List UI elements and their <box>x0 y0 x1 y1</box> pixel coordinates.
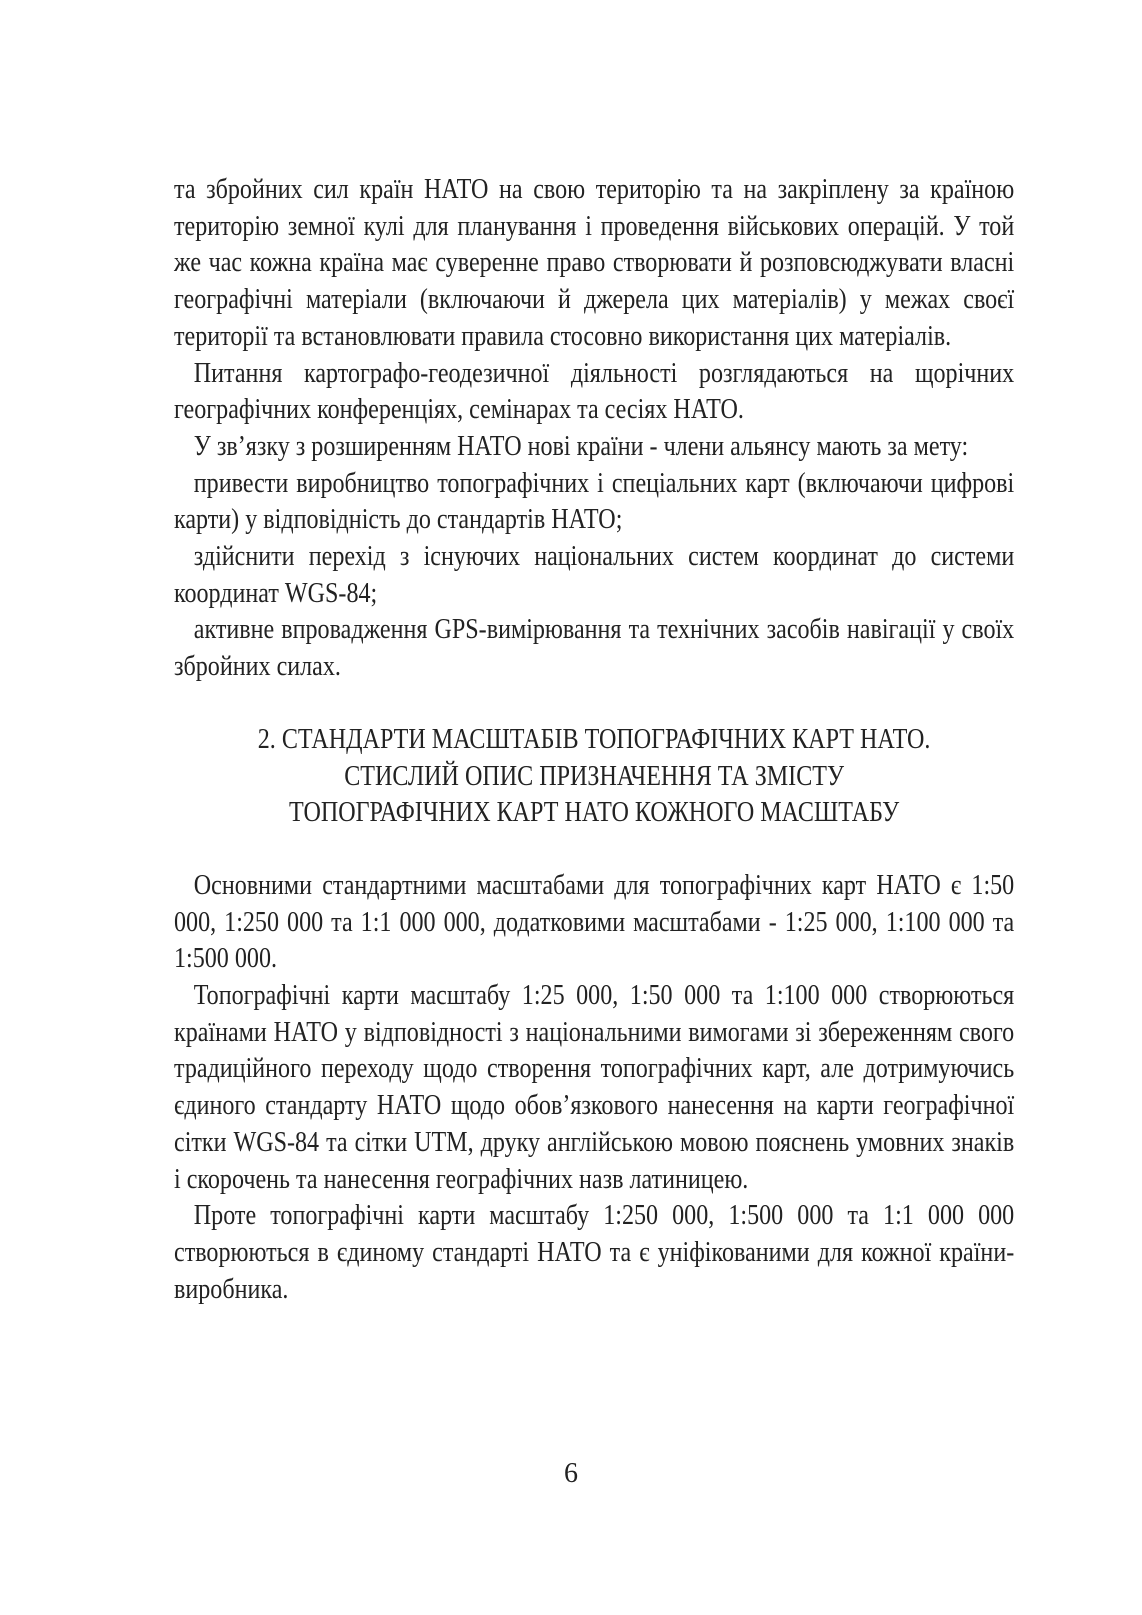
heading-line: ТОПОГРАФІЧНИХ КАРТ НАТО КОЖНОГО МАСШТАБУ <box>289 797 900 829</box>
heading-line: СТИСЛИЙ ОПИС ПРИЗНАЧЕННЯ ТА ЗМІСТУ <box>344 760 845 792</box>
paragraph: Питання картографо-геодезичної діяльності розглядаються на щорічних географічних конференціях, семінарах та сесіях НАТО. <box>174 357 1015 426</box>
list-item: активне впровадження GPS-вимірювання та технічних засобів навігації у своїх збройних силах. <box>174 614 1015 683</box>
paragraph: Проте топографічні карти масштабу 1:250 000, 1:500 000 та 1:1 000 000 створюються в єдиному стандарті НАТО та є уніфікованими для кожної країни-виробника. <box>174 1200 1015 1305</box>
document-page <box>174 172 1014 1308</box>
paragraph: та збройних сил країн НАТО на свою територію та на закріплену за країною територію земної кулі для планування і проведення військових операцій. У той же час кожна країна має суверенне право створювати й розповсюджувати власні географічні матеріали (включаючи й джерела цих матеріалів) у межах своєї території та встановлювати правила стосовно використання цих матеріалів. <box>174 174 1015 352</box>
paragraph: Основними стандартними масштабами для топографічних карт НАТО є 1:50 000, 1:250 000 та 1:1 000 000, додатковими масштабами - 1:25 000, 1:100 000 та 1:500 000. <box>174 869 1015 975</box>
paragraph: Топографічні карти масштабу 1:25 000, 1:50 000 та 1:100 000 створюються країнами НАТО у відповідності з національними вимогами зі збереженням свого традиційного переходу щодо створення топографічних карт, але дотримуючись єдиного стандарту НАТО щодо обов’язкового нанесення на карти географічної сітки WGS-84 та сітки UTM, друку англійською мовою пояснень умовних знаків і скорочень та нанесення географічних назв латиницею. <box>174 980 1015 1195</box>
paragraph: У зв’язку з розширенням НАТО нові країни - члени альянсу мають за мету: <box>193 430 969 462</box>
heading-line: 2. СТАНДАРТИ МАСШТАБІВ ТОПОГРАФІЧНИХ КАРТ НАТО. <box>257 723 931 755</box>
section-heading <box>174 722 1014 832</box>
page-number: 6 <box>564 1458 578 1489</box>
list-item: здійснити перехід з існуючих національних систем координат до системи координат WGS-84; <box>174 541 1015 609</box>
list-item: привести виробництво топографічних і спеціальних карт (включаючи цифрові карти) у відповідність до стандартів НАТО; <box>174 467 1015 536</box>
